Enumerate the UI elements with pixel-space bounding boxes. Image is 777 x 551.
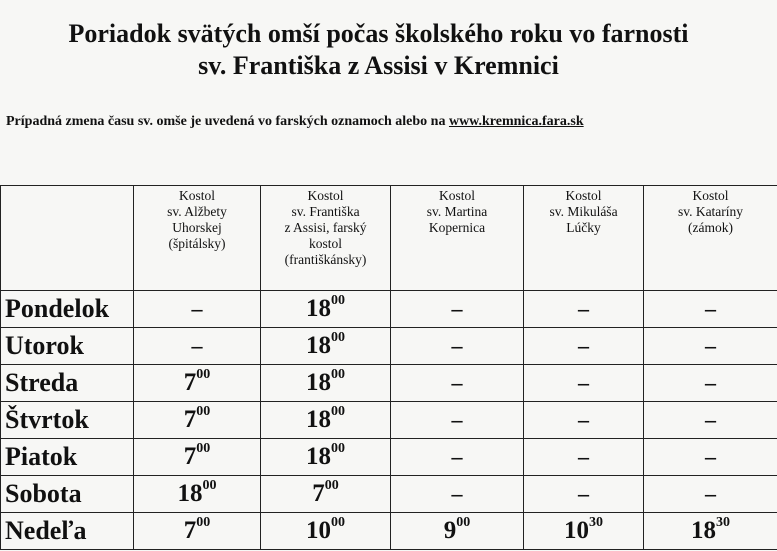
mass-time-hour: 7 (312, 480, 325, 507)
no-mass-dash (644, 476, 777, 513)
mass-time-minutes: 30 (716, 515, 730, 530)
column-header-line: Kopernica (428, 220, 486, 235)
dash-mark: – (705, 296, 716, 321)
column-header-line: Kostol (565, 188, 602, 203)
dash-mark: – (705, 481, 716, 506)
mass-time (261, 513, 391, 550)
mass-time-hour: 10 (564, 517, 589, 544)
mass-time-minutes: 00 (196, 404, 211, 419)
title-line-2: sv. Františka z Assisi v Kremnici (198, 51, 559, 80)
dash-mark: – (578, 407, 589, 432)
no-mass-dash (134, 291, 261, 328)
table-row (1, 328, 777, 365)
no-mass-dash (524, 291, 644, 328)
day-label: Streda (1, 365, 134, 402)
column-header (644, 186, 777, 291)
column-header-line: sv. Kataríny (677, 204, 744, 219)
mass-time (134, 513, 261, 550)
column-header-line: sv. Alžbety (167, 204, 227, 219)
no-mass-dash (391, 328, 524, 365)
no-mass-dash (644, 291, 777, 328)
mass-time-hour: 7 (183, 406, 197, 433)
no-mass-dash (391, 476, 524, 513)
column-header (134, 186, 261, 291)
mass-time-hour: 7 (183, 517, 197, 544)
day-label: Piatok (1, 439, 134, 476)
dash-mark: – (451, 333, 463, 358)
mass-time (134, 402, 261, 439)
column-header-line: Kostol (438, 188, 475, 203)
column-header-line: (zámok) (688, 220, 733, 235)
column-header-line: sv. Martina (426, 204, 488, 219)
dash-mark: – (578, 296, 589, 321)
mass-time-minutes: 00 (331, 515, 345, 530)
mass-time-hour: 18 (306, 369, 331, 396)
dash-mark: – (578, 370, 589, 395)
table-row (1, 291, 777, 328)
column-header (391, 186, 524, 291)
mass-schedule-table (0, 185, 777, 550)
table-row (1, 365, 777, 402)
no-mass-dash (524, 476, 644, 513)
mass-time-minutes: 00 (324, 478, 339, 493)
table-body (1, 291, 777, 550)
corner-cell (1, 186, 134, 291)
mass-time (524, 513, 644, 550)
mass-time-hour: 18 (691, 517, 716, 544)
column-header-line: (františkánsky) (284, 252, 367, 267)
mass-time (261, 439, 391, 476)
mass-time-minutes: 00 (456, 515, 471, 530)
column-header (524, 186, 644, 291)
header-row (1, 186, 777, 291)
table-row (1, 513, 777, 550)
notice-text (6, 114, 766, 130)
column-header-line: sv. Mikuláša (549, 204, 618, 219)
column-header-line: Lúčky (566, 220, 601, 235)
table-row (1, 402, 777, 439)
no-mass-dash (524, 328, 644, 365)
mass-time-hour: 18 (306, 295, 331, 322)
mass-time-hour: 7 (183, 369, 197, 396)
mass-time (134, 476, 261, 513)
day-label: Štvrtok (1, 402, 134, 439)
mass-time-minutes: 00 (331, 330, 345, 345)
mass-time-minutes: 00 (202, 478, 217, 493)
no-mass-dash (644, 439, 777, 476)
dash-mark: – (451, 296, 463, 321)
mass-time (644, 513, 777, 550)
table-row (1, 439, 777, 476)
mass-time (134, 365, 261, 402)
no-mass-dash (644, 365, 777, 402)
dash-mark: – (191, 333, 203, 358)
dash-mark: – (191, 296, 203, 321)
page-title (0, 18, 757, 82)
dash-mark: – (705, 407, 716, 432)
mass-time-minutes: 00 (196, 441, 211, 456)
mass-time (261, 291, 391, 328)
day-label: Utorok (1, 328, 134, 365)
dash-mark: – (451, 481, 463, 506)
mass-time (391, 513, 524, 550)
mass-time-minutes: 00 (331, 293, 345, 308)
dash-mark: – (705, 333, 716, 358)
column-header-line: Kostol (307, 188, 344, 203)
column-header-line: kostol (308, 236, 342, 251)
day-label: Sobota (1, 476, 134, 513)
day-label: Nedeľa (1, 513, 134, 550)
dash-mark: – (705, 444, 716, 469)
mass-time-minutes: 30 (589, 515, 603, 530)
no-mass-dash (524, 365, 644, 402)
no-mass-dash (391, 291, 524, 328)
no-mass-dash (524, 439, 644, 476)
dash-mark: – (451, 444, 463, 469)
dash-mark: – (578, 481, 589, 506)
dash-mark: – (578, 333, 589, 358)
mass-time (261, 402, 391, 439)
mass-time (261, 476, 391, 513)
mass-time-minutes: 00 (196, 367, 211, 382)
column-header (261, 186, 391, 291)
column-header-line: z Assisi, farský (284, 220, 367, 235)
column-header-line: Kostol (692, 188, 729, 203)
column-header-line: Uhorskej (172, 220, 222, 235)
mass-time-hour: 9 (443, 517, 457, 544)
mass-time-hour: 18 (177, 480, 203, 507)
no-mass-dash (644, 328, 777, 365)
table-row (1, 476, 777, 513)
no-mass-dash (391, 402, 524, 439)
no-mass-dash (644, 402, 777, 439)
mass-time-minutes: 00 (331, 367, 345, 382)
mass-time (134, 439, 261, 476)
mass-time (261, 328, 391, 365)
mass-time-hour: 18 (306, 443, 331, 470)
mass-time-hour: 18 (306, 332, 331, 359)
column-header-line: sv. Františka (291, 204, 360, 219)
mass-time-minutes: 00 (196, 515, 211, 530)
mass-time-hour: 18 (306, 406, 331, 433)
notice-body: Prípadná zmena času sv. omše je uvedená vo farských oznamoch alebo na (6, 114, 449, 129)
mass-time-minutes: 00 (331, 404, 345, 419)
day-label: Pondelok (1, 291, 134, 328)
no-mass-dash (134, 328, 261, 365)
mass-time-minutes: 00 (331, 441, 345, 456)
website-link[interactable]: www.kremnica.fara.sk (448, 114, 584, 129)
dash-mark: – (705, 370, 716, 395)
dash-mark: – (578, 444, 589, 469)
mass-time-hour: 7 (183, 443, 197, 470)
no-mass-dash (391, 365, 524, 402)
mass-time (261, 365, 391, 402)
column-header-line: Kostol (178, 188, 215, 203)
column-header-line: (špitálsky) (168, 236, 226, 251)
no-mass-dash (524, 402, 644, 439)
title-line-1: Poriadok svätých omší počas školského roku vo farnosti (68, 19, 689, 48)
no-mass-dash (391, 439, 524, 476)
dash-mark: – (451, 407, 463, 432)
mass-time-hour: 10 (306, 517, 331, 544)
dash-mark: – (451, 370, 463, 395)
